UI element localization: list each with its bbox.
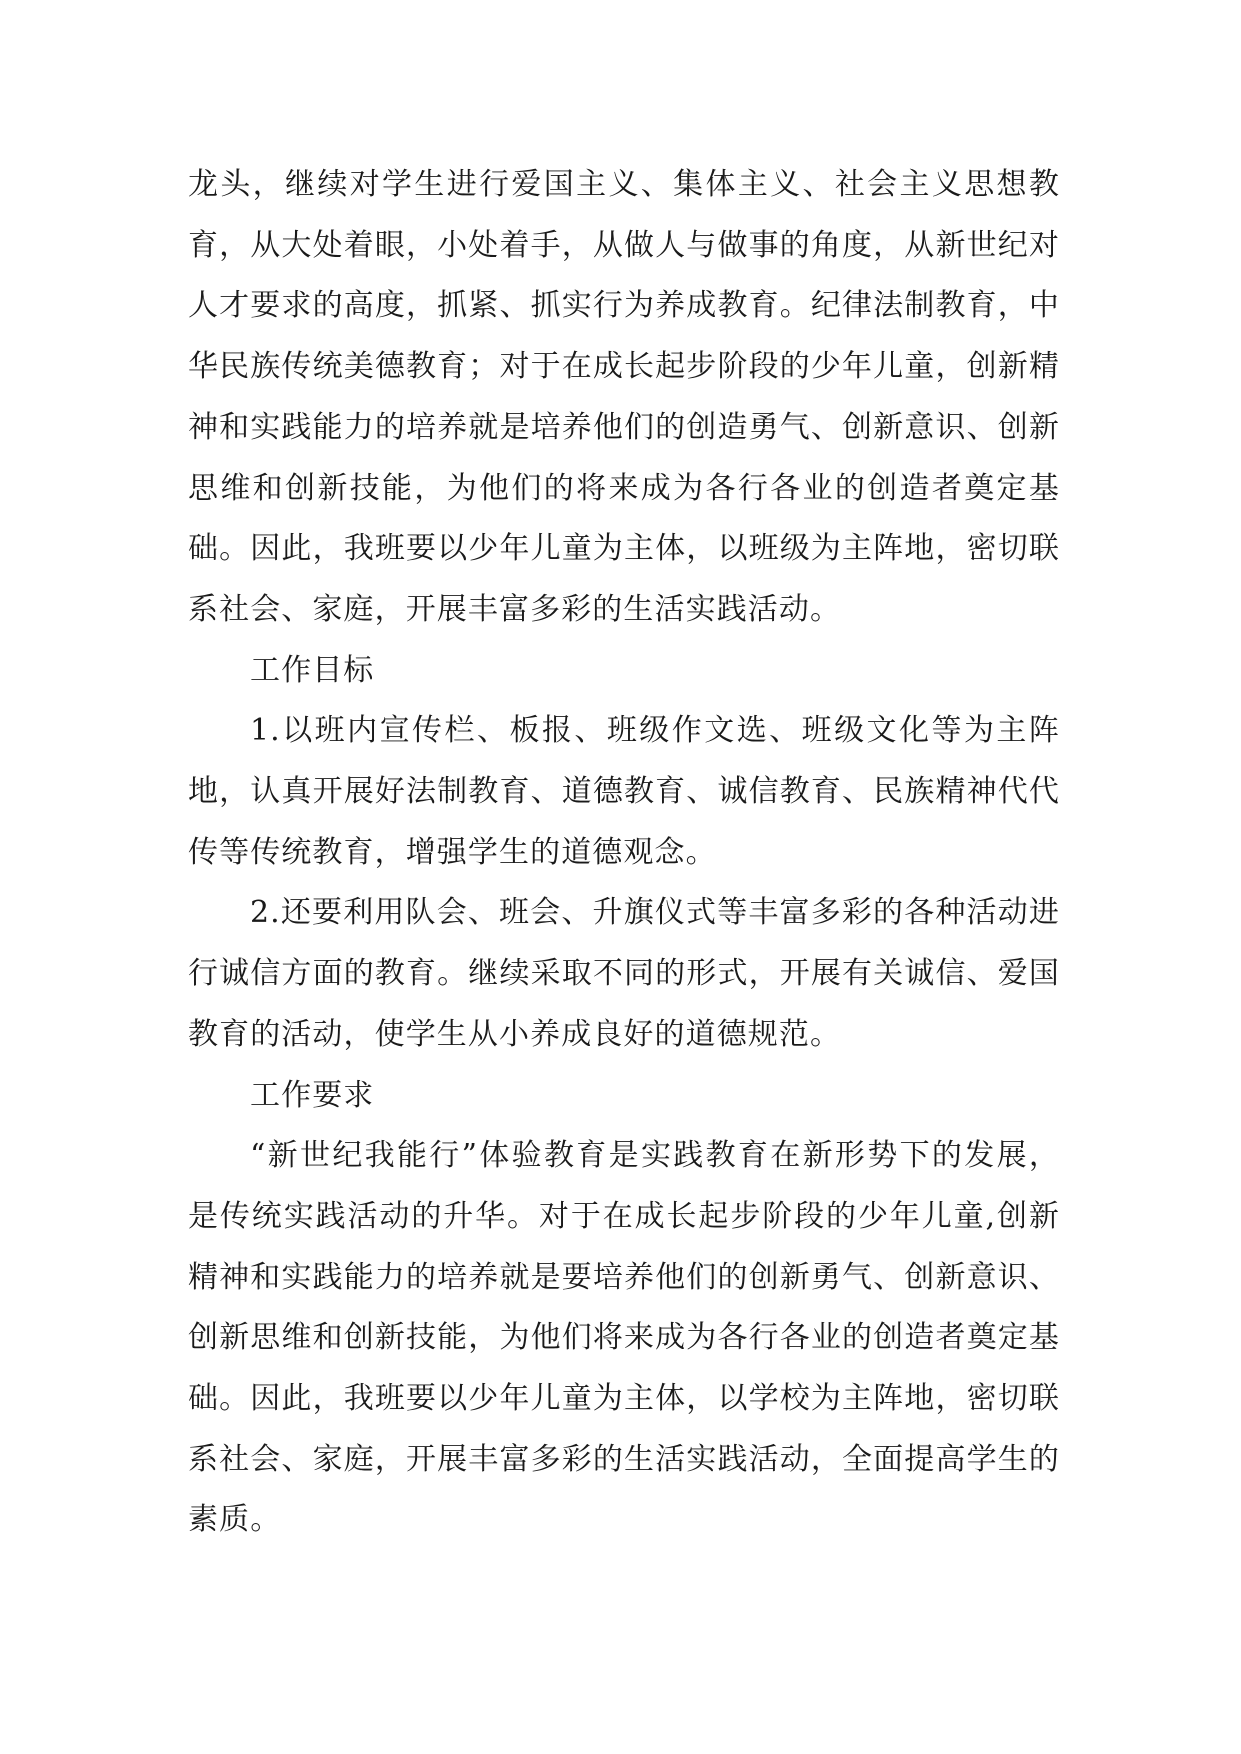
section-heading-work-goals: 工作目标 [250, 652, 375, 688]
goal-item-2: 2.还要利用队会、班会、升旗仪式等丰富多彩的各种活动进行诚信方面的教育。继续采取不同的形式，开展有关诚信、爱国教育的活动，使学生从小养成良好的道德规范。 [188, 895, 1060, 1052]
goal-item-1: 1.以班内宣传栏、板报、班级作文选、班级文化等为主阵地，认真开展好法制教育、道德教育、诚信教育、民族精神代代传等传统教育，增强学生的道德观念。 [188, 713, 1060, 870]
requirements-paragraph: “新世纪我能行”体验教育是实践教育在新形势下的发展，是传统实践活动的升华。对于在成长起步阶段的少年儿童,创新精神和实践能力的培养就是要培养他们的创新勇气、创新意识、创新思维和创新技能，为他们将来成为各行各业的创造者奠定基础。因此，我班要以少年儿童为主体，以学校为主阵地，密切联系社会、家庭，开展丰富多彩的生活实践活动，全面提高学生的素质。 [188, 1138, 1060, 1538]
section-heading-work-requirements: 工作要求 [250, 1077, 375, 1113]
body-paragraph: 龙头，继续对学生进行爱国主义、集体主义、社会主义思想教育，从大处着眼，小处着手，从做人与做事的角度，从新世纪对人才要求的高度，抓紧、抓实行为养成教育。纪律法制教育，中华民族传统美德教育；对于在成长起步阶段的少年儿童，创新精神和实践能力的培养就是培养他们的创造勇气、创新意识、创新思维和创新技能，为他们的将来成为各行各业的创造者奠定基础。因此，我班要以少年儿童为主体，以班级为主阵地，密切联系社会、家庭，开展丰富多彩的生活实践活动。 [188, 167, 1060, 627]
document-page [188, 155, 1060, 1551]
